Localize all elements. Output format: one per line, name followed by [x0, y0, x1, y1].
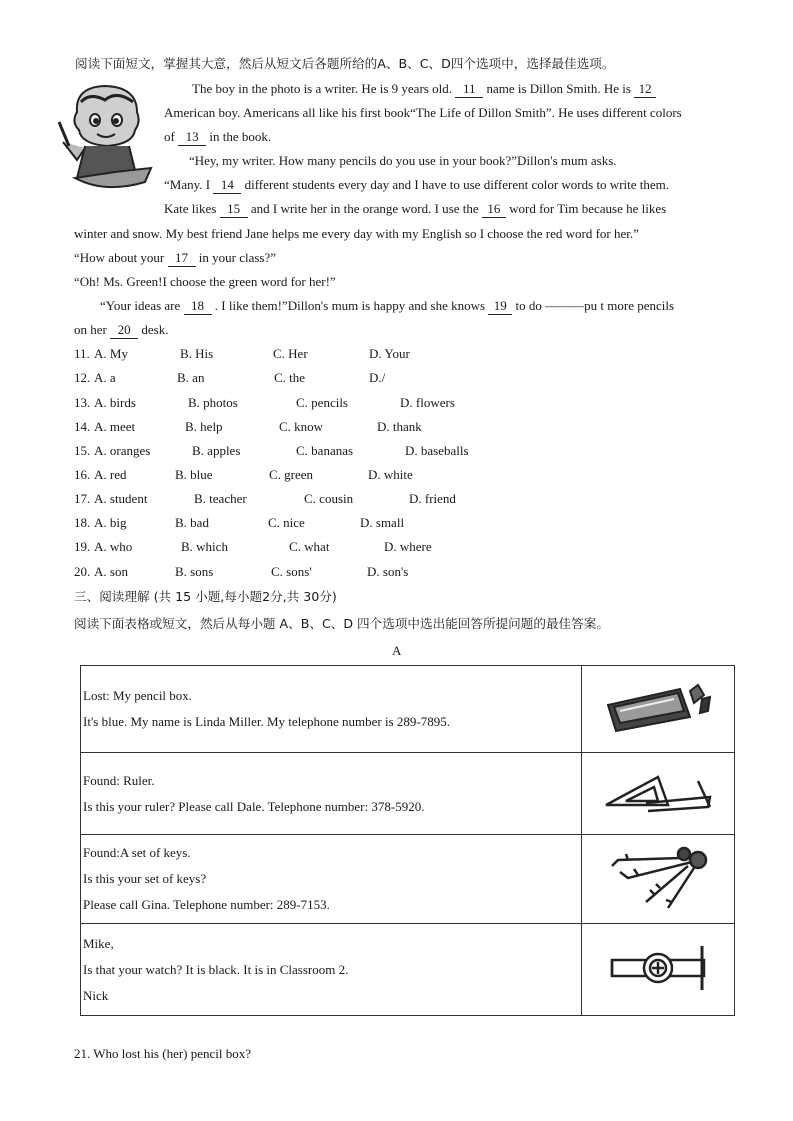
option-c[interactable]: C. cousin	[304, 491, 354, 506]
pencil-box-icon	[598, 677, 718, 737]
notice-row	[81, 835, 735, 924]
option-a[interactable]: A. My	[94, 346, 128, 361]
question-row: 16. A. red B. blue C. green D. white	[74, 467, 413, 482]
option-c[interactable]: C. what	[289, 539, 330, 554]
option-d[interactable]: D. white	[368, 467, 413, 482]
ruler-icon	[598, 767, 718, 817]
instructions-cloze: 阅读下面短文，掌握其大意，然后从短文后各题所给的A、B、C、D四个选项中，选择最佳选项。	[75, 56, 615, 71]
option-c[interactable]: C. pencils	[296, 395, 348, 410]
option-a[interactable]: A. who	[94, 539, 133, 554]
option-c[interactable]: C. the	[274, 370, 306, 385]
passage-line: “Many. I 14 different students every day and I have to use different color words to write them.	[164, 177, 670, 192]
passage-line: The boy in the photo is a writer. He is 9 years old. 11 name is Dillon Smith. He is 12	[192, 81, 656, 98]
question-row: 11. A. My B. His C. Her D. Your	[74, 346, 410, 361]
question-row: 19. A. who B. which C. what D. where	[74, 539, 432, 554]
option-a[interactable]: A. son	[94, 564, 128, 579]
instructions-reading: 阅读下面表格或短文，然后从每小题 A、B、C、D 四个选项中选出能回答所提问题的最佳答案。	[74, 616, 609, 631]
question-row: 18. A. big B. bad C. nice D. small	[74, 515, 405, 530]
option-a[interactable]: A. birds	[94, 395, 136, 410]
passage-line: of 13 in the book.	[164, 129, 272, 144]
passage-line: winter and snow. My best friend Jane helps me every day with my English so I choose the red word for her.”	[74, 226, 639, 241]
option-a[interactable]: A. oranges	[94, 443, 151, 458]
blank-12: 12	[634, 81, 656, 98]
option-d[interactable]: D. friend	[409, 491, 456, 506]
notice-image-cell	[582, 666, 735, 753]
option-b[interactable]: B. help	[185, 419, 223, 434]
blank-18: 18	[184, 298, 212, 315]
blank-13: 13	[178, 129, 206, 146]
blank-20: 20	[110, 322, 138, 339]
option-c[interactable]: C. green	[269, 467, 314, 482]
option-b[interactable]: B. blue	[175, 467, 213, 482]
passage-line: “Hey, my writer. How many pencils do you use in your book?”Dillon's mum asks.	[189, 153, 617, 168]
option-d[interactable]: D. thank	[377, 419, 422, 434]
option-a[interactable]: A. a	[94, 370, 116, 385]
notice-image-cell	[582, 924, 735, 1016]
option-b[interactable]: B. apples	[192, 443, 241, 458]
option-c[interactable]: C. know	[279, 419, 324, 434]
question-row: 14. A. meet B. help C. know D. thank	[74, 419, 422, 434]
option-b[interactable]: B. photos	[188, 395, 238, 410]
notice-row	[81, 753, 735, 835]
option-a[interactable]: A. red	[94, 467, 127, 482]
keys-icon	[598, 842, 718, 912]
section-heading: 三、阅读理解 (共 15 小题,每小题2分,共 30分)	[74, 589, 337, 604]
option-c[interactable]: C. Her	[273, 346, 308, 361]
option-d[interactable]: D. Your	[369, 346, 410, 361]
option-a[interactable]: A. student	[94, 491, 148, 506]
option-b[interactable]: B. sons	[175, 564, 214, 579]
notice-row	[81, 666, 735, 753]
blank-19: 19	[488, 298, 512, 315]
blank-16: 16	[482, 201, 506, 218]
passage-line: on her 20 desk.	[74, 322, 169, 337]
question-21: 21. Who lost his (her) pencil box?	[74, 1046, 252, 1061]
option-b[interactable]: B. an	[177, 370, 205, 385]
option-b[interactable]: B. teacher	[194, 491, 247, 506]
blank-15: 15	[220, 201, 248, 218]
notice-text: Mike, Is that your watch? It is black. It is in Classroom 2. Nick	[81, 924, 582, 1016]
option-d[interactable]: D. baseballs	[405, 443, 469, 458]
notice-image-cell	[582, 835, 735, 924]
notice-table	[80, 665, 735, 1016]
option-c[interactable]: C. bananas	[296, 443, 354, 458]
option-d[interactable]: D./	[369, 370, 386, 385]
notice-text: Found:A set of keys. Is this your set of keys? Please call Gina. Telephone number: 289-7153.	[81, 835, 582, 924]
passage-line: American boy. Americans all like his first book“The Life of Dillon Smith”. He uses different colors	[164, 105, 682, 120]
blank-17: 17	[168, 250, 196, 267]
question-row: 13. A. birds B. photos C. pencils D. flowers	[74, 395, 455, 410]
passage-line: “How about your 17 in your class?”	[74, 250, 277, 265]
passage-line: “Your ideas are 18 . I like them!”Dillon's mum is happy and she knows 19 to do ———pu t more pencils	[100, 298, 675, 313]
option-b[interactable]: B. His	[180, 346, 214, 361]
notice-text: Found: Ruler. Is this your ruler? Please call Dale. Telephone number: 378-5920.	[81, 753, 582, 835]
option-d[interactable]: D. where	[384, 539, 432, 554]
option-b[interactable]: B. bad	[175, 515, 209, 530]
blank-11: 11	[455, 81, 483, 98]
option-c[interactable]: C. sons'	[271, 564, 312, 579]
option-d[interactable]: D. flowers	[400, 395, 455, 410]
passage-line: “Oh! Ms. Green!I choose the green word for her!”	[74, 274, 336, 289]
question-row: 12. A. a B. an C. the D./	[74, 370, 386, 385]
option-c[interactable]: C. nice	[268, 515, 305, 530]
passage-line: Kate likes 15 and I write her in the orange word. I use the 16 word for Tim because he likes	[164, 201, 667, 216]
question-row: 15. A. oranges B. apples C. bananas D. baseballs	[74, 443, 469, 458]
option-b[interactable]: B. which	[181, 539, 228, 554]
notice-row	[81, 924, 735, 1016]
question-row: 20. A. son B. sons C. sons' D. son's	[74, 564, 409, 579]
watch-icon	[598, 938, 718, 998]
question-row: 17. A. student B. teacher C. cousin D. friend	[74, 491, 456, 506]
boy-writer-illustration	[55, 82, 160, 194]
part-label: A	[392, 643, 402, 658]
option-a[interactable]: A. big	[94, 515, 127, 530]
notice-image-cell	[582, 753, 735, 835]
blank-14: 14	[213, 177, 241, 194]
option-d[interactable]: D. small	[360, 515, 405, 530]
option-a[interactable]: A. meet	[94, 419, 136, 434]
notice-text: Lost: My pencil box. It's blue. My name is Linda Miller. My telephone number is 289-7895.	[81, 666, 582, 753]
option-d[interactable]: D. son's	[367, 564, 409, 579]
